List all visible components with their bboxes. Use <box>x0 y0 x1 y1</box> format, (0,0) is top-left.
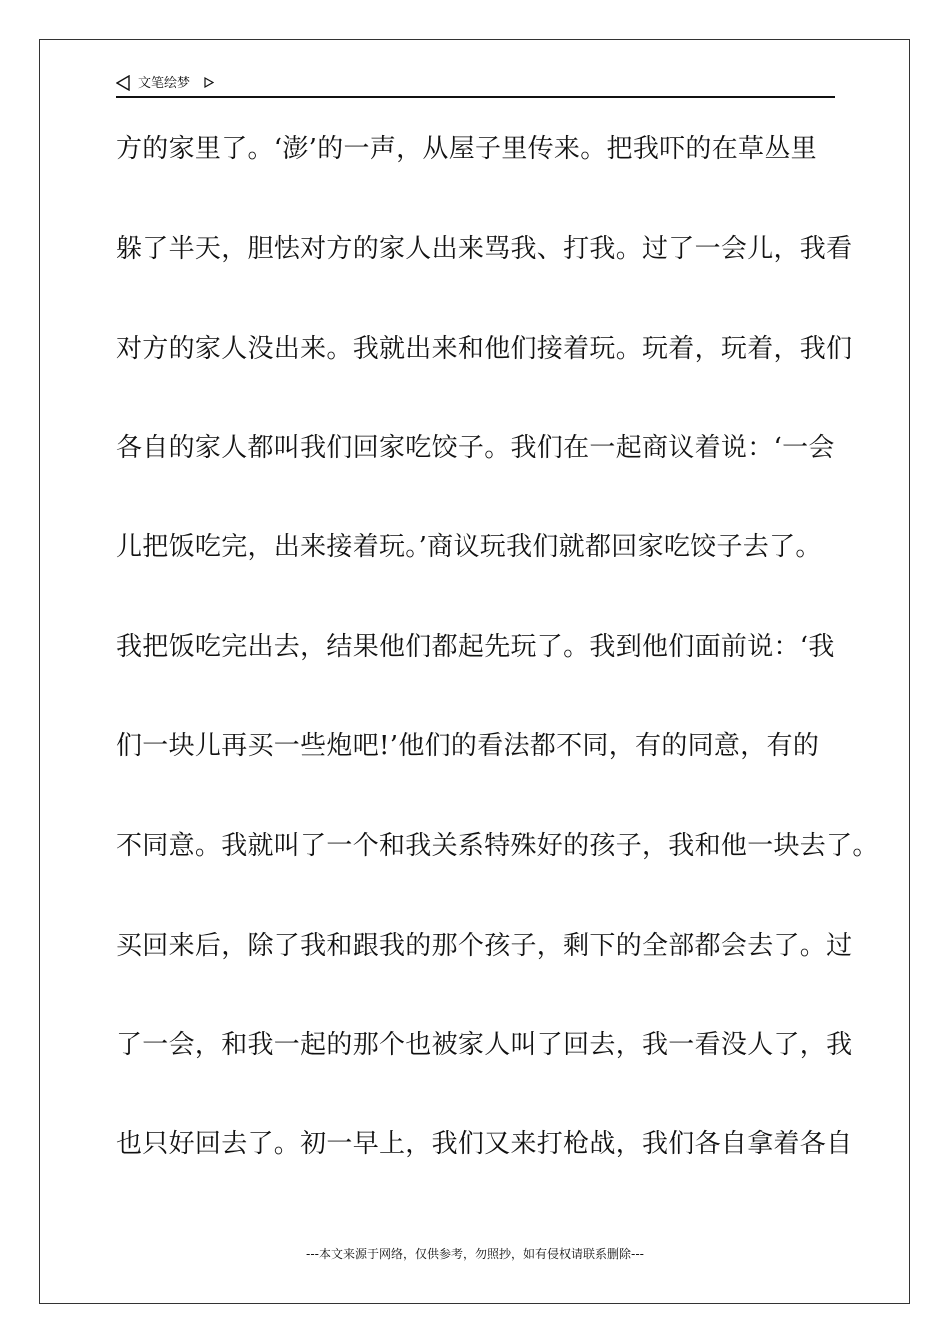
header-title: 文笔绘梦 <box>138 76 191 91</box>
text-line: 儿把饭吃完，出来接着玩。’商议玩我们就都回家吃饺子去了。 <box>116 532 822 562</box>
text-line: 各自的家人都叫我们回家吃饺子。我们在一起商议着说：‘一会 <box>116 433 835 463</box>
triangle-right-icon <box>204 77 214 88</box>
text-line: 也只好回去了。初一早上，我们又来打枪战，我们各自拿着各自 <box>116 1129 853 1159</box>
page-frame <box>39 39 910 1304</box>
text-line: 我把饭吃完出去，结果他们都起先玩了。我到他们面前说：‘我 <box>116 632 835 662</box>
page-header <box>116 72 835 98</box>
text-line: 躲了半天，胆怯对方的家人出来骂我、打我。过了一会儿，我看 <box>116 234 853 264</box>
triangle-left-icon <box>116 75 130 91</box>
text-line: 了一会，和我一起的那个也被家人叫了回去，我一看没人了，我 <box>116 1030 853 1060</box>
footer-notice: ---本文来源于网络，仅供参考，勿照抄，如有侵权请联系删除--- <box>306 1247 644 1261</box>
text-line: 不同意。我就叫了一个和我关系特殊好的孩子，我和他一块去了。 <box>116 831 879 861</box>
text-line: 对方的家人没出来。我就出来和他们接着玩。玩着，玩着，我们 <box>116 334 853 364</box>
text-line: 方的家里了。‘澎’的一声，从屋子里传来。把我吓的在草丛里 <box>116 134 817 164</box>
text-line: 买回来后，除了我和跟我的那个孩子，剩下的全部都会去了。过 <box>116 931 853 961</box>
text-line: 们一块儿再买一些炮吧!’他们的看法都不同，有的同意，有的 <box>116 731 820 761</box>
